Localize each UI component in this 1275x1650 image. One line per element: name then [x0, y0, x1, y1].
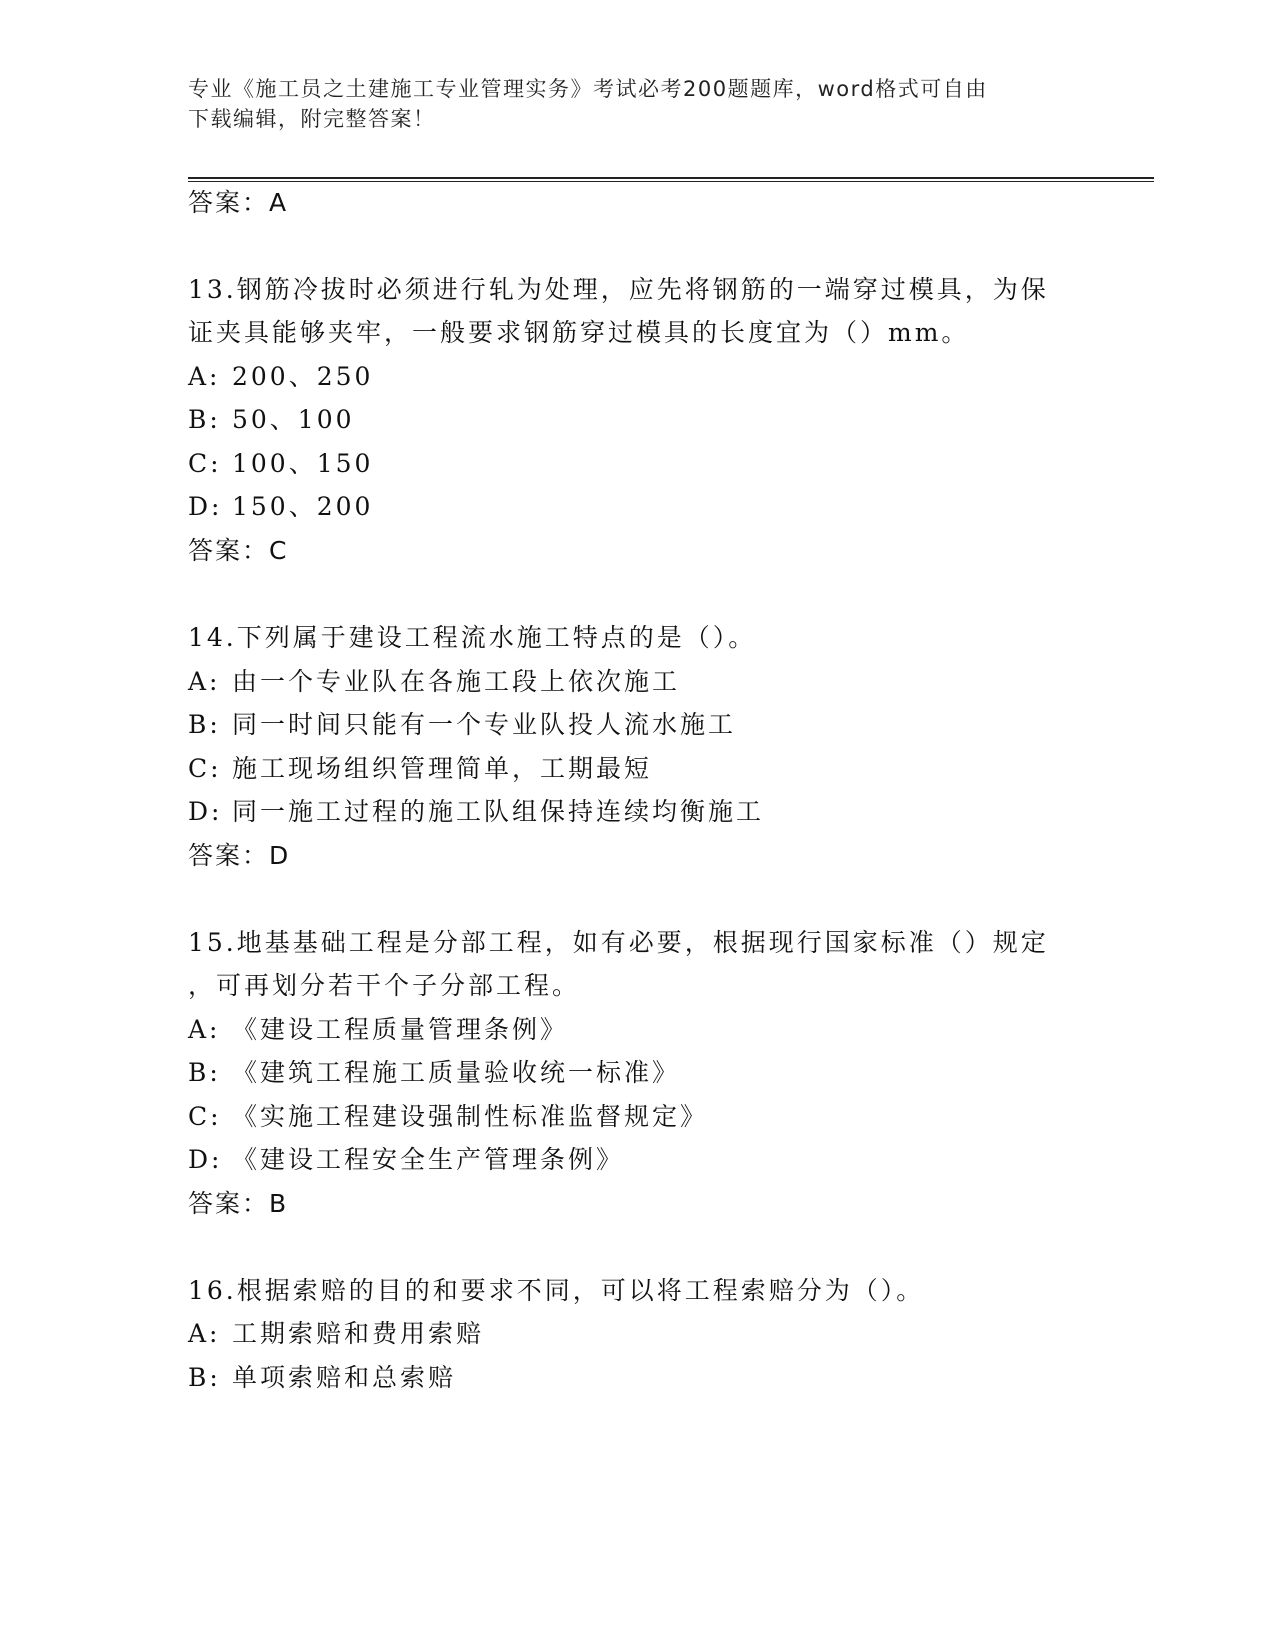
option-text: 《建筑工程施工质量验收统一标准》 — [232, 1058, 681, 1087]
option-key: A: — [188, 362, 221, 391]
option-a — [188, 1015, 568, 1045]
option-text: 施工现场组织管理简单，工期最短 — [232, 754, 653, 783]
question-stem: 15.地基基础工程是分部工程，如有必要，根据现行国家标准（）规定 — [188, 928, 1049, 957]
option-d — [188, 797, 764, 827]
option-a — [188, 1319, 484, 1349]
option-c — [188, 1102, 708, 1132]
document-header — [188, 74, 1068, 134]
question-stem: 证夹具能够夹牢，一般要求钢筋穿过模具的长度宜为（）mm。 — [188, 318, 970, 347]
option-b — [188, 1363, 456, 1393]
question-stem: 16.根据索赔的目的和要求不同，可以将工程索赔分为（）。 — [188, 1276, 925, 1305]
answer-line: 答案：D — [188, 841, 291, 870]
option-a — [188, 362, 373, 392]
option-text: 工期索赔和费用索赔 — [232, 1319, 485, 1348]
option-text: 100、150 — [232, 449, 374, 478]
option-key: B: — [188, 710, 221, 739]
option-text: 同一施工过程的施工队组保持连续均衡施工 — [232, 797, 765, 826]
option-key: C: — [188, 1102, 222, 1131]
question-stem: ，可再划分若干个子分部工程。 — [188, 971, 581, 1000]
option-text: 《实施工程建设强制性标准监督规定》 — [232, 1102, 709, 1131]
option-d — [188, 492, 373, 522]
option-key: A: — [188, 667, 221, 696]
option-text: 200、250 — [232, 362, 374, 391]
option-b — [188, 710, 736, 740]
answer-line: 答案：C — [188, 536, 289, 565]
option-key: A: — [188, 1015, 221, 1044]
option-a — [188, 667, 680, 697]
option-key: B: — [188, 1058, 221, 1087]
header-rule — [188, 177, 1154, 179]
option-text: 《建设工程安全生产管理条例》 — [232, 1145, 625, 1174]
option-text: 同一时间只能有一个专业队投人流水施工 — [232, 710, 737, 739]
option-text: 《建设工程质量管理条例》 — [232, 1015, 569, 1044]
option-key: C: — [188, 754, 222, 783]
option-key: D: — [188, 797, 223, 826]
option-key: C: — [188, 449, 222, 478]
option-key: D: — [188, 1145, 223, 1174]
option-key: B: — [188, 1363, 221, 1392]
question-stem: 14.下列属于建设工程流水施工特点的是（）。 — [188, 623, 757, 652]
answer-line: 答案：B — [188, 1189, 289, 1218]
option-text: 由一个专业队在各施工段上依次施工 — [232, 667, 681, 696]
option-c — [188, 449, 373, 479]
option-c — [188, 754, 652, 784]
option-key: A: — [188, 1319, 221, 1348]
question-stem: 13.钢筋冷拔时必须进行轧为处理，应先将钢筋的一端穿过模具，为保 — [188, 275, 1049, 304]
option-b — [188, 405, 355, 435]
option-text: 150、200 — [232, 492, 374, 521]
option-d — [188, 1145, 624, 1175]
option-text: 单项索赔和总索赔 — [232, 1363, 457, 1392]
option-key: D: — [188, 492, 223, 521]
option-b — [188, 1058, 680, 1088]
header-rule-thin — [188, 181, 1154, 182]
answer-line: 答案：A — [188, 188, 289, 217]
option-text: 50、100 — [232, 405, 355, 434]
header-line-1: 专业《施工员之土建施工专业管理实务》考试必考200题题库，word格式可自由 — [188, 77, 988, 101]
option-key: B: — [188, 405, 221, 434]
header-line-2: 下载编辑，附完整答案！ — [188, 107, 436, 131]
